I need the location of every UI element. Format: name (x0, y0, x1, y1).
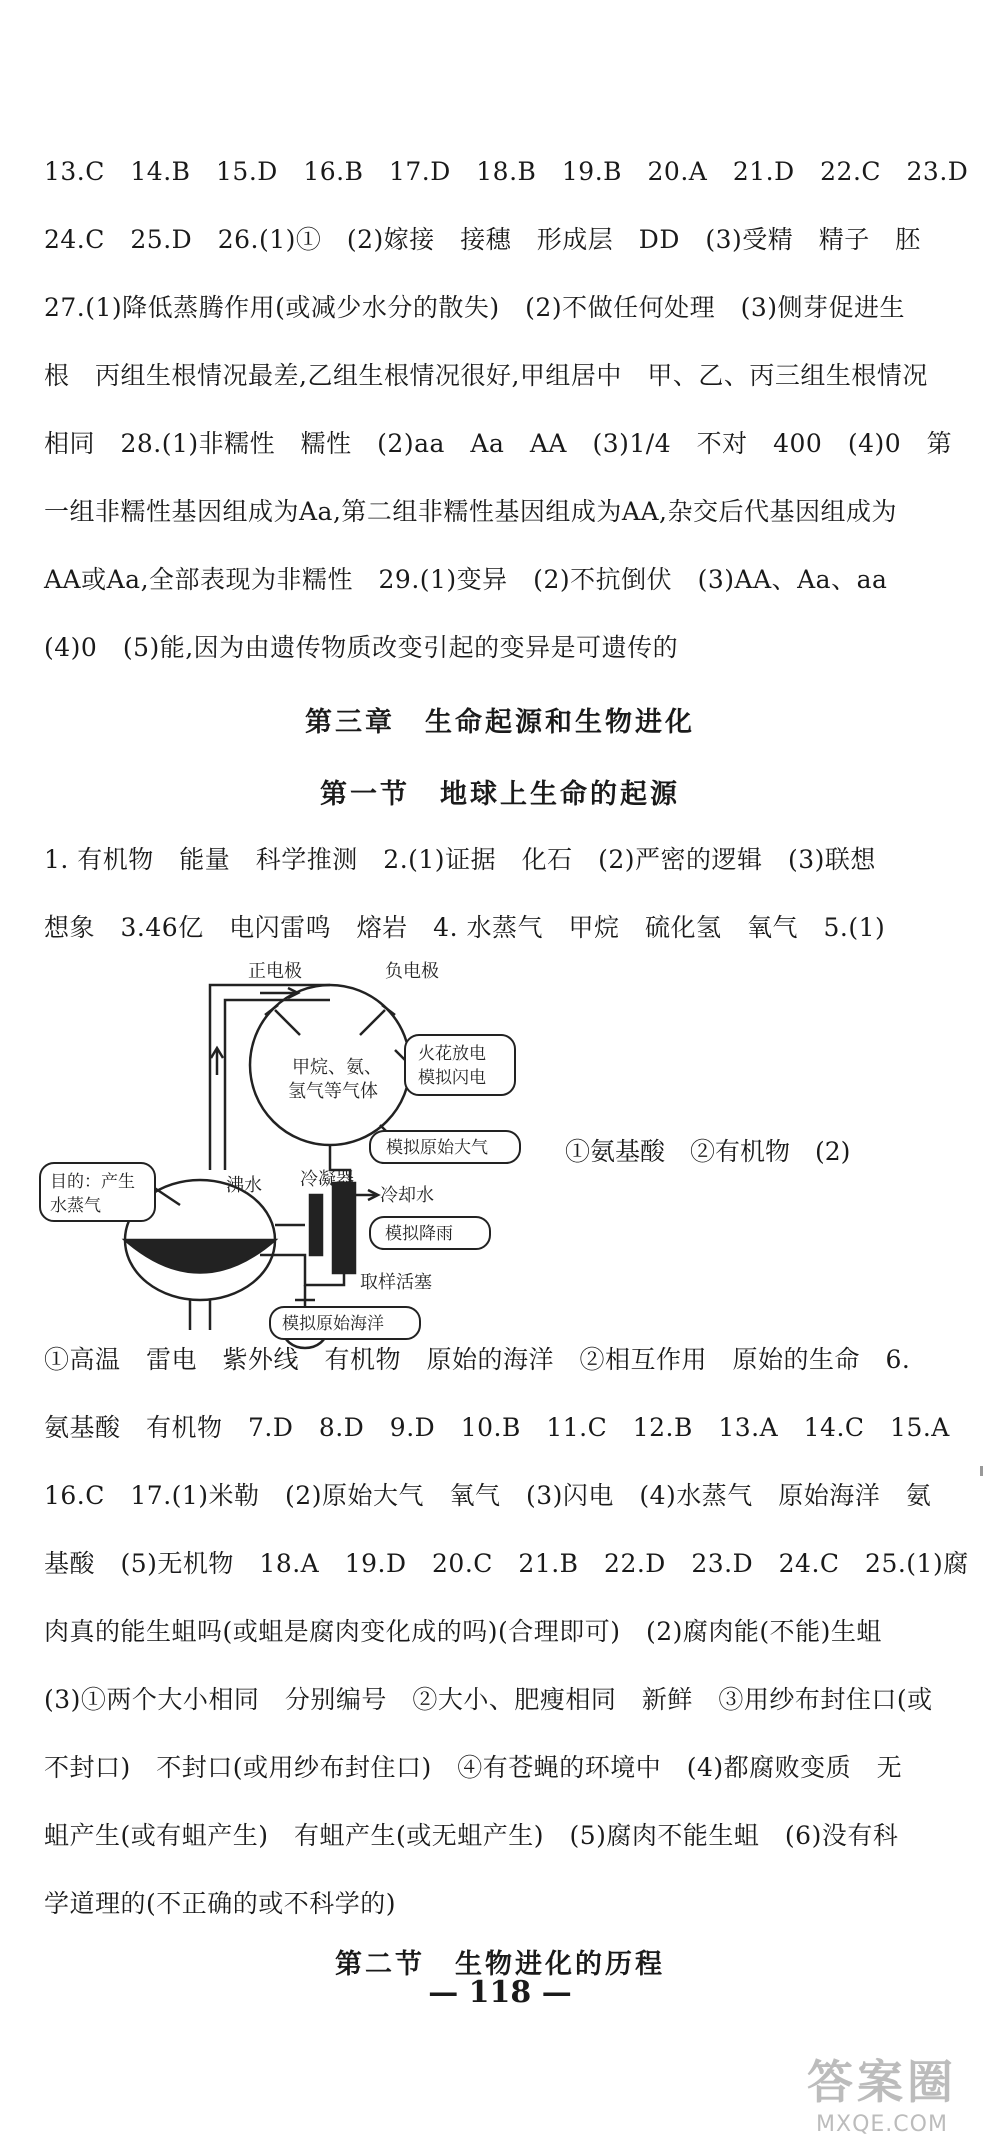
answer-line: 不封口) 不封口(或用纱布封住口) ④有苍蝇的环境中 (4)都腐败变质 无 (44, 1753, 903, 1782)
answer-line: 蛆产生(或有蛆产生) 有蛆产生(或无蛆产生) (5)腐肉不能生蛆 (6)没有科 (44, 1821, 899, 1850)
answer-line: 1. 有机物 能量 科学推测 2.(1)证据 化石 (2)严密的逻辑 (3)联想 (44, 845, 876, 874)
section-title: 第二节 生物进化的历程 (335, 1949, 665, 1980)
rain-label: 模拟降雨 (385, 1224, 453, 1244)
spark-label-1: 火花放电 (418, 1044, 486, 1064)
section-title: 第一节 地球上生命的起源 (320, 779, 680, 810)
watermark-url: MXQE.COM (816, 2112, 948, 2137)
page-number: — 118 — (428, 1975, 572, 2010)
boiling-water-label: 沸水 (226, 1175, 262, 1196)
answer-line: 根 丙组生根情况最差,乙组生根情况很好,甲组居中 甲、乙、丙三组生根情况 (44, 361, 928, 390)
answer-line: 相同 28.(1)非糯性 糯性 (2)aa Aa AA (3)1/4 不对 400 (4)0 第 (44, 429, 953, 458)
positive-electrode-label: 正电极 (248, 961, 302, 982)
answer-line: (3)①两个大小相同 分别编号 ②大小、肥瘦相同 新鲜 ③用纱布封住口(或 (44, 1685, 933, 1714)
atmosphere-label: 模拟原始大气 (386, 1138, 488, 1158)
answer-line: (4)0 (5)能,因为由遗传物质改变引起的变异是可遗传的 (44, 633, 679, 662)
answer-line: ①高温 雷电 紫外线 有机物 原始的海洋 ②相互作用 原始的生命 6. (44, 1345, 911, 1374)
answer-line: 16.C 17.(1)米勒 (2)原始大气 氧气 (3)闪电 (4)水蒸气 原始海洋 氨 (44, 1481, 932, 1510)
answer-line: 27.(1)降低蒸腾作用(或减少水分的散失) (2)不做任何处理 (3)侧芽促进生 (44, 293, 906, 322)
chapter-title: 第三章 生命起源和生物进化 (305, 707, 695, 738)
condenser-label: 冷凝器 (300, 1169, 354, 1190)
diagram-side-answer: ①氨基酸 ②有机物 (2) (565, 1137, 851, 1166)
answer-line: 13.C 14.B 15.D 16.B 17.D 18.B 19.B 20.A 21.D 22.C 23.D (44, 157, 969, 186)
watermark-logo-text: 答案圈 (807, 2055, 957, 2109)
answer-line: 24.C 25.D 26.(1)① (2)嫁接 接穗 形成层 DD (3)受精 精子 胚 (44, 225, 921, 254)
watermark (782, 2046, 982, 2136)
ocean-label: 模拟原始海洋 (282, 1314, 384, 1334)
answer-line: 一组非糯性基因组成为Aa,第二组非糯性基因组成为AA,杂交后代基因组成为 (44, 497, 897, 526)
cooling-water-label: 冷却水 (380, 1185, 434, 1206)
answer-line: AA或Aa,全部表现为非糯性 29.(1)变异 (2)不抗倒伏 (3)AA、Aa、aa (44, 565, 888, 594)
purpose-label-2: 水蒸气 (50, 1196, 101, 1216)
negative-electrode-label: 负电极 (385, 961, 439, 982)
spark-label-2: 模拟闪电 (418, 1068, 486, 1088)
gas-label-1: 甲烷、氨、 (292, 1057, 382, 1078)
gas-label-2: 氢气等气体 (288, 1081, 378, 1102)
answer-line: 肉真的能生蛆吗(或蛆是腐肉变化成的吗)(合理即可) (2)腐肉能(不能)生蛆 (44, 1617, 882, 1646)
margin-mark (980, 1466, 983, 1476)
sampling-valve-label: 取样活塞 (360, 1272, 432, 1293)
answer-line: 氨基酸 有机物 7.D 8.D 9.D 10.B 11.C 12.B 13.A 14.C 15.A (44, 1413, 950, 1442)
answer-line: 想象 3.46亿 电闪雷鸣 熔岩 4. 水蒸气 甲烷 硫化氢 氧气 5.(1) (44, 913, 886, 942)
answer-line: 基酸 (5)无机物 18.A 19.D 20.C 21.B 22.D 23.D 24.C 25.(1)腐 (44, 1549, 969, 1578)
answer-line: 学道理的(不正确的或不科学的) (44, 1889, 397, 1918)
purpose-label-1: 目的：产生 (50, 1172, 135, 1192)
